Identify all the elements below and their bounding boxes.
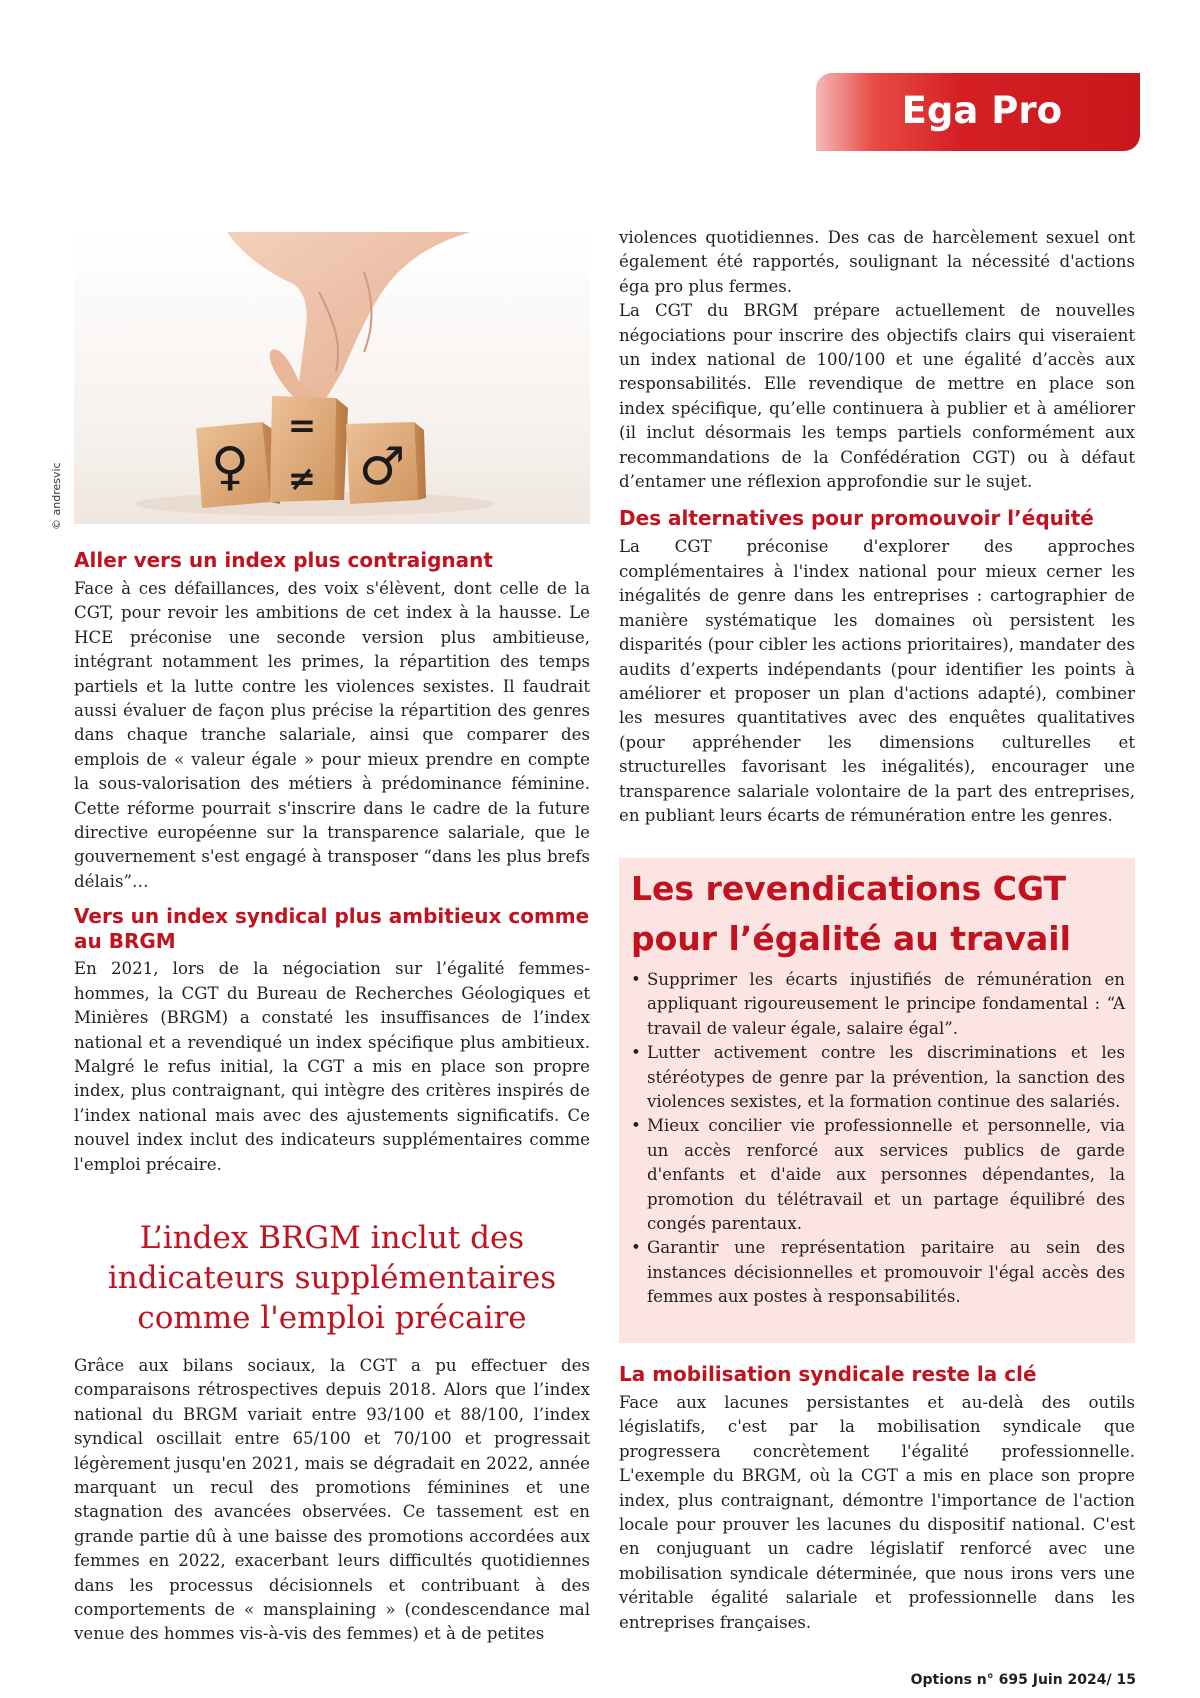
paragraph-mobilisation: Face aux lacunes persistantes et au-delà des outils législatifs, c'est par la mobilisation syndicale que progressera concrètement l'égalité professionnelle. L'exemple du BRGM, où la CGT a mis en place son propre index, plus contraignant, démontre l'importance de l'action locale pour prouver les lacunes du dispositif national. C'est en conjuguant un cadre législatif renforcé avec une mobilisation syndicale déterminée, que nous irons vers une véritable égalité salariale et professionnelle dans les entreprises françaises. (619, 1393, 1135, 1632)
page-folio: Options n° 695 Juin 2024/ 15 (910, 1672, 1136, 1688)
box-title: Les revendications CGT pour l’égalité au travail (631, 869, 1071, 958)
equal-symbol: = (287, 406, 317, 446)
not-equal-symbol: ≠ (287, 459, 317, 499)
list-item: • Mieux concilier vie professionnelle et personnelle, via un accès renforcé aux services publics de garde d'enfants et d'aide aux personnes dépendantes, la promotion du télétravail et un partage équilibré des congés parentaux. (631, 1114, 1125, 1236)
right-column-top (619, 226, 1135, 828)
heading-index-syndical: Vers un index syndical plus ambitieux comme au BRGM (74, 904, 590, 954)
right-column-bottom (619, 1362, 1135, 1635)
rubric-label: Ega Pro (901, 89, 1062, 132)
pull-quote: L’index BRGM inclut des indicateurs supplémentaires comme l'emploi précaire (107, 1220, 557, 1336)
left-column-top (74, 548, 590, 1177)
paragraph-defaillances: Face à ces défaillances, des voix s'élèvent, dont celle de la CGT, pour revoir les ambitions de cet index à la hausse. Le HCE préconise une seconde version plus ambitieuse, intégrant notamment les primes, la répartition des temps partiels et la lutte contre les violences sexistes. Il faudrait aussi évaluer de façon plus précise la répartition des genres dans chaque tranche salariale, ainsi que comparer des emplois de « valeur égale » pour mieux prendre en compte la sous-valorisation des métiers à prédominance féminine. Cette réforme pourrait s'inscrire dans le cadre de la future directive européenne sur la transparence salariale, que le gouvernement s'est engagé à transposer “dans les plus brefs délais”… (74, 579, 590, 891)
heading-index-contraignant: Aller vers un index plus contraignant (74, 548, 493, 572)
paragraph-violences: violences quotidiennes. Des cas de harcèlement sexuel ont également été rapportés, soulignant la nécessité d'actions éga pro plus fermes. (619, 228, 1135, 296)
paragraph-cgt-brgm: La CGT du BRGM prépare actuellement de nouvelles négociations pour inscrire des objectifs clairs qui viseraient un index national de 100/100 et une égalité d’accès aux responsabilités. Elle revendique de mettre en place son index spécifique, qu’elle continuera à publier et à améliorer (il inclut désormais les temps partiels conformément aux recommandations de la Confédération CGT) ou à défaut d’entamer une réflexion approfondie sur le sujet. (619, 301, 1135, 492)
list-item: • Garantir une représentation paritaire au sein des instances décisionnelles et promouvoir l'égal accès des femmes aux postes à responsabilités. (631, 1236, 1125, 1309)
left-column-bottom (74, 1354, 590, 1647)
paragraph-alternatives: La CGT préconise d'explorer des approches complémentaires à l'index national pour mieux cerner les inégalités de genre dans les entreprises : cartographier de manière systématique les domaines où persistent les disparités (pour cibler les actions prioritaires), mandater des audits d’experts indépendants (pour identifier les points à améliorer et proposer un plan d'actions adapté), combiner les mesures quantitatives avec des enquêtes qualitatives (pour appréhender les dimensions culturelles et structurelles favorisant les inégalités), encourager une transparence salariale volontaire de la part des entreprises, en publiant leurs écarts de rémunération entre les genres. (619, 537, 1135, 825)
heading-mobilisation: La mobilisation syndicale reste la clé (619, 1362, 1037, 1386)
illustration-photo (74, 232, 590, 524)
female-symbol: ♀ (210, 437, 250, 497)
revendications-box (619, 858, 1135, 1343)
male-symbol: ♂ (358, 437, 406, 497)
list-item: • Lutter activement contre les discriminations et les stéréotypes de genre par la prévention, la sanction des violences sexistes, et la formation continue des salariés. (631, 1041, 1125, 1114)
paragraph-brgm: En 2021, lors de la négociation sur l’égalité femmes-hommes, la CGT du Bureau de Recherches Géologiques et Minières (BRGM) a constaté les insuffisances de l’index national et a revendiqué un index spécifique plus ambitieux. Malgré le refus initial, la CGT a mis en place son propre index, plus contraignant, qui intègre des critères inspirés de l’index national mais avec des ajustements significatifs. Ce nouvel index inclut des indicateurs supplémentaires comme l'emploi précaire. (74, 959, 590, 1174)
section-rubric (816, 73, 1140, 151)
heading-alternatives: Des alternatives pour promouvoir l’équité (619, 506, 1094, 531)
revendications-list (631, 968, 1125, 1310)
paragraph-bilans-sociaux: Grâce aux bilans sociaux, la CGT a pu effectuer des comparaisons rétrospectives depuis 2018. Alors que l’index national du BRGM variait entre 93/100 et 88/100, l’index syndical oscillait entre 65/100 et 70/100 et progressait légèrement jusqu'en 2021, mais se dégradait en 2022, année marquant un recul des promotions féminines et une stagnation des avancées observées. Ce tassement est en grande partie dû à une baisse des promotions accordées aux femmes en 2022, exacerbant leurs difficultés quotidiennes dans les processus décisionnels et contribuant à des comportements de « mansplaining » (condescendance mal venue des hommes vis-à-vis des femmes) et à de petites (74, 1356, 590, 1644)
photo-credit: © andresvic (50, 462, 63, 530)
list-item: • Supprimer les écarts injustifiés de rémunération en appliquant rigoureusement le principe fondamental : “A travail de valeur égale, salaire égal”. (631, 968, 1125, 1041)
